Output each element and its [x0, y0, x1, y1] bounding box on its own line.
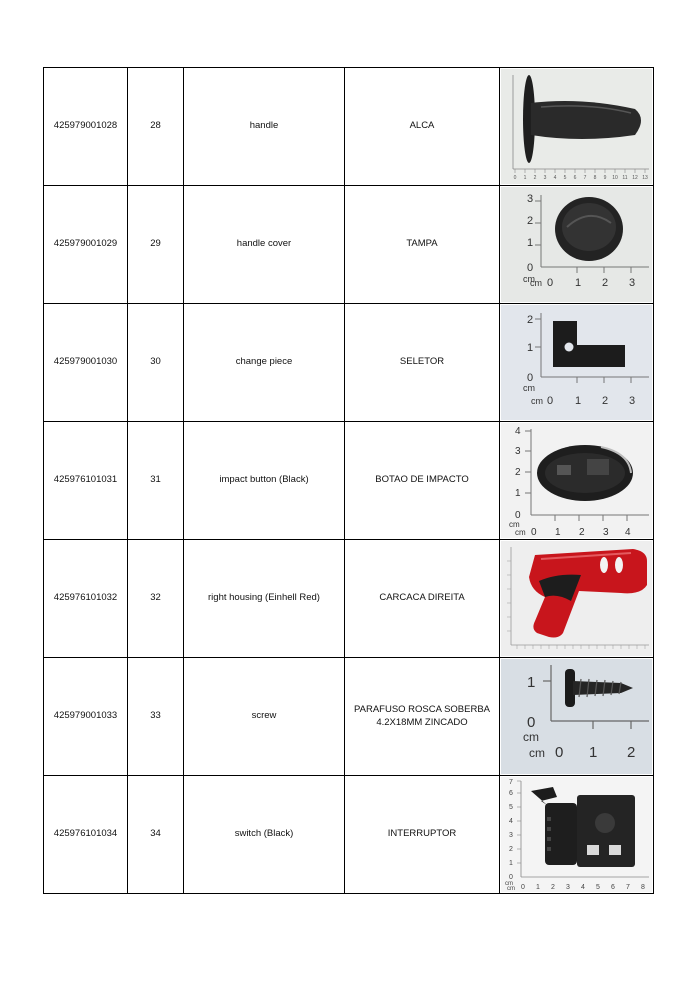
part-name-pt [345, 540, 500, 658]
svg-text:10: 10 [612, 175, 618, 181]
table-row [44, 304, 654, 422]
svg-text:1: 1 [515, 488, 521, 499]
svg-text:9: 9 [603, 175, 607, 181]
svg-text:3: 3 [566, 884, 570, 891]
svg-text:2: 2 [527, 314, 534, 326]
part-name-pt [345, 658, 500, 776]
svg-text:3: 3 [603, 527, 609, 538]
svg-text:2: 2 [579, 527, 585, 538]
svg-text:6: 6 [509, 790, 513, 797]
svg-text:0: 0 [547, 395, 554, 407]
table-row [44, 68, 654, 186]
svg-text:2: 2 [602, 277, 609, 289]
position-number: 30 [128, 304, 184, 422]
position-number: 33 [128, 658, 184, 776]
metal-plate-photo [501, 305, 652, 420]
part-number: 425976101032 [44, 540, 128, 658]
part-name-pt-line: 4.2X18MM ZINCADO [376, 716, 468, 728]
svg-text:0: 0 [531, 527, 537, 538]
position-number: 31 [128, 422, 184, 540]
part-name-pt-line: CARCACA DIREITA [379, 592, 465, 604]
table-row [44, 658, 654, 776]
part-name-pt-line: SELETOR [399, 356, 445, 368]
svg-text:5: 5 [596, 884, 600, 891]
svg-text:cm: cm [531, 396, 543, 406]
svg-text:cm: cm [523, 730, 539, 744]
svg-text:5: 5 [563, 175, 567, 181]
part-name-pt [345, 68, 500, 186]
svg-text:1: 1 [575, 395, 582, 407]
svg-text:12: 12 [632, 175, 638, 181]
part-photo-cell [500, 658, 654, 776]
part-name-pt [345, 776, 500, 894]
svg-text:0: 0 [527, 372, 534, 384]
part-number: 425979001029 [44, 186, 128, 304]
round-rubber-cap-photo [501, 187, 652, 302]
svg-text:3: 3 [629, 395, 636, 407]
trigger-switch-photo [501, 777, 652, 892]
part-photo-cell [500, 68, 654, 186]
svg-text:2: 2 [509, 846, 513, 853]
svg-text:cm: cm [523, 383, 535, 393]
part-photo-cell [500, 186, 654, 304]
svg-text:0: 0 [513, 175, 517, 181]
table-row [44, 186, 654, 304]
position-number: 32 [128, 540, 184, 658]
svg-text:1: 1 [536, 884, 540, 891]
svg-text:cm: cm [529, 746, 545, 760]
impact-button-photo [501, 423, 652, 538]
svg-text:1: 1 [523, 175, 527, 181]
svg-text:1: 1 [575, 277, 582, 289]
svg-text:cm: cm [530, 278, 542, 288]
svg-text:2: 2 [527, 215, 534, 227]
position-number: 28 [128, 68, 184, 186]
part-name-pt-line: TAMPA [406, 238, 438, 250]
svg-text:0: 0 [527, 262, 534, 274]
svg-text:4: 4 [515, 426, 521, 437]
part-name-pt [345, 304, 500, 422]
part-photo-cell [500, 422, 654, 540]
svg-text:11: 11 [622, 175, 628, 181]
svg-text:cm: cm [505, 881, 513, 887]
part-name-pt-line: INTERRUPTOR [387, 828, 457, 840]
svg-text:4: 4 [553, 175, 557, 181]
part-name-en: change piece [184, 304, 345, 422]
svg-text:1: 1 [555, 527, 561, 538]
part-name-pt-line: BOTAO DE IMPACTO [375, 474, 469, 486]
part-name-en: impact button (Black) [184, 422, 345, 540]
position-number: 29 [128, 186, 184, 304]
part-name-en: handle [184, 68, 345, 186]
svg-text:7: 7 [626, 884, 630, 891]
svg-text:4: 4 [625, 527, 631, 538]
svg-text:13: 13 [642, 175, 648, 181]
svg-text:1: 1 [527, 674, 536, 691]
svg-text:2: 2 [515, 467, 521, 478]
svg-text:1: 1 [527, 237, 534, 249]
svg-text:1: 1 [527, 342, 534, 354]
svg-text:7: 7 [509, 779, 513, 786]
position-number: 34 [128, 776, 184, 894]
svg-text:cm: cm [523, 274, 535, 284]
part-photo-cell [500, 540, 654, 658]
part-name-pt [345, 186, 500, 304]
svg-text:0: 0 [515, 510, 521, 521]
part-name-pt-line: PARAFUSO ROSCA SOBERBA [353, 703, 491, 715]
svg-text:6: 6 [611, 884, 615, 891]
svg-text:2: 2 [533, 175, 537, 181]
svg-text:6: 6 [573, 175, 577, 181]
svg-text:5: 5 [509, 804, 513, 811]
part-name-pt [345, 422, 500, 540]
svg-text:0: 0 [527, 714, 536, 731]
svg-text:3: 3 [629, 277, 636, 289]
svg-text:8: 8 [641, 884, 645, 891]
part-number: 425979001033 [44, 658, 128, 776]
svg-text:3: 3 [527, 193, 534, 205]
part-number: 425976101034 [44, 776, 128, 894]
svg-text:3: 3 [515, 446, 521, 457]
svg-text:3: 3 [543, 175, 547, 181]
svg-text:0: 0 [509, 874, 513, 881]
handle-grip-photo [501, 69, 652, 184]
svg-text:7: 7 [583, 175, 587, 181]
part-photo-cell [500, 304, 654, 422]
red-drill-housing-photo [501, 541, 652, 656]
svg-text:8: 8 [593, 175, 597, 181]
svg-text:cm: cm [509, 520, 520, 529]
part-name-en: screw [184, 658, 345, 776]
svg-text:3: 3 [509, 832, 513, 839]
svg-text:1: 1 [509, 860, 513, 867]
part-photo-cell [500, 776, 654, 894]
screw-photo [501, 659, 652, 774]
part-number: 425979001030 [44, 304, 128, 422]
part-name-en: switch (Black) [184, 776, 345, 894]
table-row [44, 422, 654, 540]
svg-text:cm: cm [507, 886, 515, 892]
table-row [44, 540, 654, 658]
svg-text:1: 1 [589, 744, 598, 761]
part-number: 425979001028 [44, 68, 128, 186]
svg-text:2: 2 [602, 395, 609, 407]
svg-text:4: 4 [509, 818, 513, 825]
part-name-en: right housing (Einhell Red) [184, 540, 345, 658]
table-row [44, 776, 654, 894]
parts-table [43, 67, 654, 894]
part-name-en: handle cover [184, 186, 345, 304]
svg-text:0: 0 [521, 884, 525, 891]
part-number: 425976101031 [44, 422, 128, 540]
scale-tick: 0 [547, 277, 554, 289]
svg-text:0: 0 [555, 744, 564, 761]
svg-text:cm: cm [515, 528, 526, 537]
svg-text:4: 4 [581, 884, 585, 891]
part-name-pt-line: ALCA [409, 120, 435, 132]
svg-text:2: 2 [551, 884, 555, 891]
svg-text:2: 2 [627, 744, 636, 761]
